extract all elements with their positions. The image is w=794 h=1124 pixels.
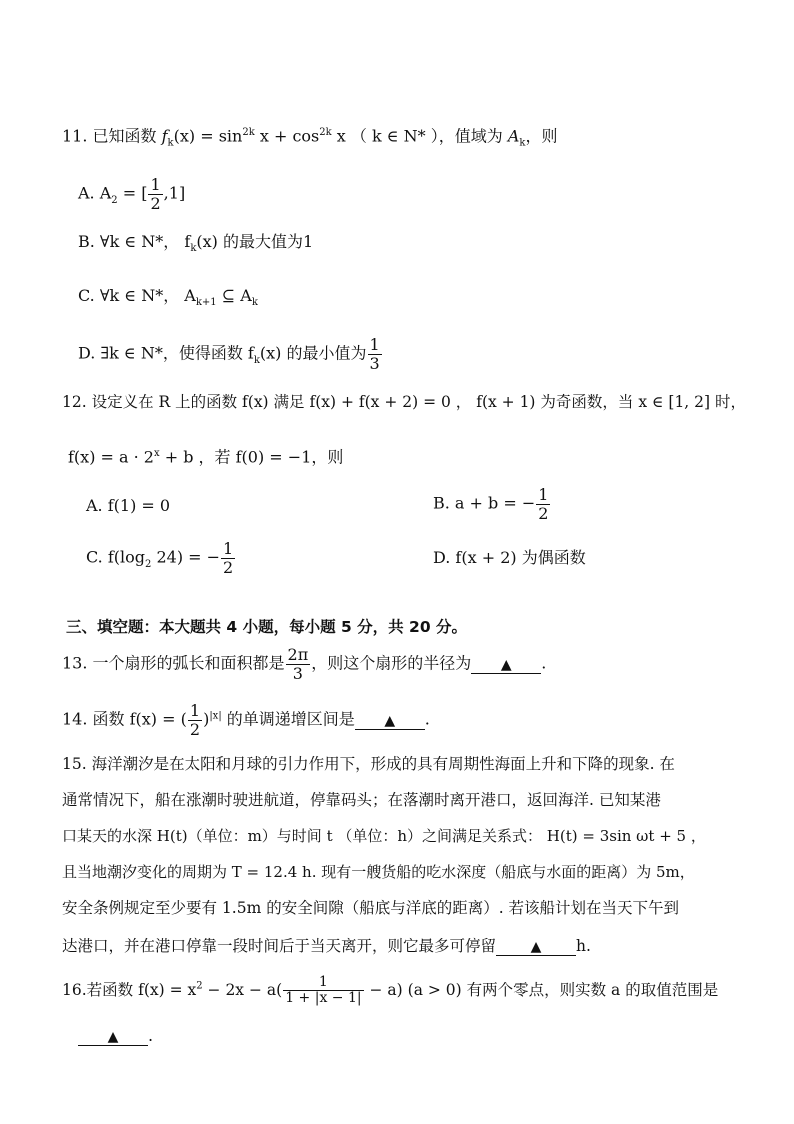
q14-end: . — [424, 709, 430, 729]
q13-fraction — [286, 646, 311, 682]
q12-option-c — [86, 540, 236, 576]
q14-fraction — [188, 702, 202, 738]
q11-optd-den: 3 — [369, 353, 380, 373]
q11-opta-fraction — [148, 176, 162, 212]
q11-opta-end: ,1] — [163, 183, 186, 203]
q15-l6-end: h. — [576, 937, 591, 955]
q13-pre: 13. 一个扇形的弧长和面积都是 — [62, 653, 285, 673]
q15-line6 — [62, 936, 591, 956]
q11-stem-prefix: 11. 已知函数 — [62, 126, 162, 146]
q11-optb-end: (x) 的最大值为1 — [196, 232, 314, 251]
q11-sub-k2: k — [519, 137, 526, 149]
q15-line5: 安全条例规定至少要有 1.5m 的安全间隙（船底与洋底的距离）. 若该船计划在当天下午到 — [62, 899, 680, 917]
q11-option-d — [78, 336, 383, 372]
q12-optb-den: 2 — [538, 503, 549, 523]
q13-answer-blank[interactable] — [471, 656, 541, 674]
q14-den: 2 — [189, 719, 201, 739]
triangle-icon: ▲ — [500, 656, 512, 673]
q11-optd-text: D. ∃k ∈ N*，使得函数 f — [78, 343, 254, 363]
q12-option-d: D. f(x + 2) 为偶函数 — [433, 548, 586, 567]
q15-line1: 15. 海洋潮汐是在太阳和月球的引力作用下，形成的具有周期性海面上升和下降的现象. 在 — [62, 755, 675, 773]
q14-paren: ) — [203, 709, 210, 729]
q12-option-b — [433, 486, 551, 522]
q12-stem2-b: + b ，若 f(0) = −1，则 — [159, 447, 344, 467]
q11-optb-text: B. ∀k ∈ N*， f — [78, 232, 191, 251]
q11-func: f — [161, 126, 168, 146]
q11-opta-den: 2 — [150, 193, 161, 213]
q11-opta-sub: 2 — [111, 194, 118, 206]
q15-line3: 口某天的水深 H(t)（单位：m）与时间 t （单位：h）之间满足关系式： H(t) = 3sin ωt + 5 ， — [62, 827, 706, 845]
q11-optc-text: C. ∀k ∈ N*， A — [78, 286, 196, 305]
q12-stem2-exp: x — [153, 448, 160, 459]
q16-line — [62, 975, 718, 1007]
q11-opta-num: 1 — [150, 175, 161, 194]
q12-optb-pre: B. a + b = − — [433, 493, 536, 513]
q11-optc-sub1: k+1 — [195, 297, 217, 309]
q11-A: A — [507, 126, 520, 146]
q12-optc-sub: 2 — [145, 558, 152, 570]
q12-option-a: A. f(1) = 0 — [86, 496, 171, 515]
q11-option-b — [78, 232, 313, 259]
q11-opta-prefix: A. A — [78, 183, 112, 203]
q11-mid3: x （ k ∈ N* ），值域为 — [331, 126, 508, 146]
q11-optd-num: 1 — [369, 335, 380, 354]
q12-optc-fraction — [221, 540, 235, 576]
q16-mid1: − 2x − a( — [202, 980, 283, 999]
q14-answer-blank[interactable] — [355, 712, 425, 730]
q16-mid2: − a) (a > 0) 有两个零点，则实数 a 的取值范围是 — [364, 980, 719, 999]
q14-num: 1 — [189, 701, 201, 720]
q16-den: 1 + |x − 1| — [285, 990, 362, 1007]
q11-option-c — [78, 286, 258, 313]
q11-option-a — [78, 176, 185, 212]
q16-pre: 16.若函数 f(x) = x — [62, 980, 197, 999]
q11-end: ，则 — [525, 126, 558, 146]
q12-optc-num: 1 — [223, 539, 234, 558]
q12-stem2-a: f(x) = a · 2 — [68, 447, 154, 467]
q11-optc-mid: ⊆ A — [216, 286, 252, 305]
q16-num: 1 — [283, 975, 363, 991]
q11-optb-sub: k — [190, 243, 197, 255]
section-3-heading: 三、填空题：本大题共 4 小题，每小题 5 分，共 20 分。 — [66, 618, 468, 636]
q14-line — [62, 702, 430, 738]
q15-line4: 且当地潮汐变化的周期为 T = 12.4 h. 现有一艘货船的吃水深度（船底与水面的距离）为 5m， — [62, 863, 695, 881]
q12-optb-fraction — [536, 486, 550, 522]
q15-l6-pre: 达港口，并在港口停靠一段时间后于当天离开，则它最多可停留 — [62, 937, 497, 955]
q11-sub-k: k — [167, 137, 174, 149]
q11-optc-sub2: k — [251, 297, 258, 309]
q11-exp2: 2k — [319, 127, 332, 138]
q12-optc-pre: C. f(log — [86, 547, 145, 567]
q15-line2: 通常情况下，船在涨潮时驶进航道，停靠码头；在落潮时离开港口，返回海洋. 已知某港 — [62, 791, 661, 809]
triangle-icon: ▲ — [530, 939, 542, 955]
q16-sup: 2 — [196, 980, 203, 992]
q11-optd-sub: k — [253, 354, 260, 366]
q14-pre: 14. 函数 f(x) = ( — [62, 709, 187, 729]
q11-exp1: 2k — [242, 127, 255, 138]
q13-mid: ，则这个扇形的半径为 — [311, 653, 472, 673]
q16-answer-line — [78, 1026, 153, 1046]
q11-opta-mid: = [ — [117, 183, 148, 203]
q11-optd-mid: (x) 的最小值为 — [259, 343, 367, 363]
q12-optc-den: 2 — [223, 557, 234, 577]
q13-end: . — [541, 653, 547, 673]
q14-exp: |x| — [209, 710, 222, 722]
q16-fraction — [283, 975, 363, 1007]
q11-optd-fraction — [368, 336, 382, 372]
q11-mid: (x) = sin — [173, 126, 243, 146]
q12-stem-line1: 12. 设定义在 R 上的函数 f(x) 满足 f(x) + f(x + 2) = 0 ， f(x + 1) 为奇函数，当 x ∈ [1, 2] 时， — [62, 393, 746, 411]
q12-optc-mid: 24) = − — [151, 547, 221, 567]
triangle-icon: ▲ — [107, 1029, 119, 1045]
triangle-icon: ▲ — [384, 712, 396, 729]
q12-optb-num: 1 — [538, 485, 549, 504]
q15-answer-blank[interactable] — [496, 938, 576, 956]
q11-stem — [62, 123, 557, 154]
q13-line — [62, 646, 546, 682]
q11-mid2: x + cos — [254, 126, 320, 146]
q16-end: . — [148, 1026, 154, 1045]
q12-stem-line2 — [68, 444, 343, 467]
q13-num: 2π — [287, 645, 309, 664]
q16-answer-blank[interactable] — [78, 1028, 148, 1046]
q13-den: 3 — [292, 663, 303, 683]
q14-mid: 的单调递增区间是 — [221, 709, 355, 729]
